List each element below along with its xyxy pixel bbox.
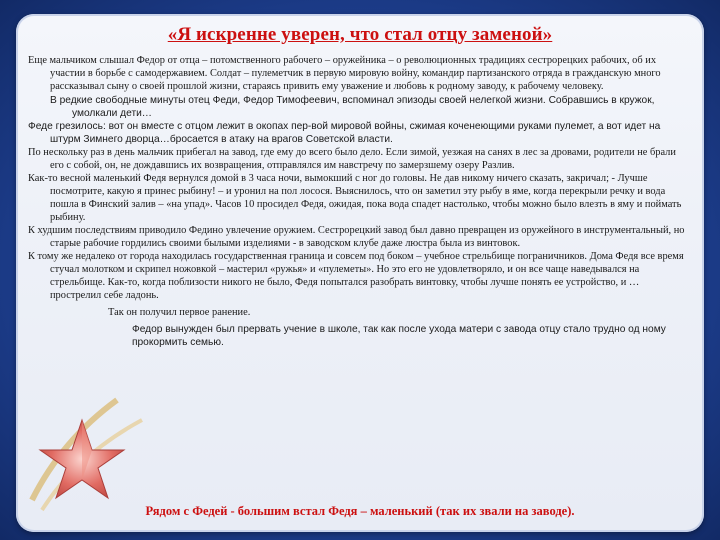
paragraph-2: В редкие свободные минуты отец Феди, Федор Тимофеевич, вспоминал эпизоды своей нелегкой жизни. Собравшись в кружок, умолкали дети… [50, 95, 655, 119]
closing-line: Рядом с Федей - большим встал Федя – маленький (так их звали на заводе). [145, 504, 575, 518]
text-card [16, 14, 704, 532]
star-emblem-icon [22, 380, 162, 520]
paragraph-6: К худшим последствиям приводило Федино увлечение оружием. Сестрорецкий завод был давно превращен из оружейного в инструментальный, но старые рабочие гордились своими былыми изделиями - в заводском клубе даже люстра была из винтовок. [28, 225, 685, 249]
paragraph-8: Так он получил первое ранение. [108, 307, 251, 318]
paragraph-4: По нескольку раз в день мальчик прибегал на завод, где ему до всего было дело. Если зимой, уезжая на санях в лес за дровами, родители не брали его с собой, он, не дождавшись их возвращения, отправлялся им навстречу по замерзшему озеру Разлив. [28, 147, 676, 171]
page-title: «Я искренне уверен, что стал отцу заменой» [167, 24, 553, 45]
paragraph-9: Федор вынужден был прервать учение в школе, так как после ухода матери с завода отцу стало трудно од ному прокормить семью. [132, 324, 666, 348]
paragraph-5: Как-то весной маленький Федя вернулся домой в 3 часа ночи, вымокший с ног до головы. Не дав никому ничего сказать, закричал; - Лучше посмотрите, какую я принес рыбину! – и уронил на пол лосося. Выяснилось, что он заметил эту рыбу в яме, когда перекрыли речку и вода пошла в Финский залив – «на упад». Часов 10 просидел Федя, ожидая, пока вода спадет настолько, чтобы можно было влезть в яму и поймать рыбину. [28, 173, 682, 223]
paragraph-7: К тому же недалеко от города находилась государственная граница и совсем под боком – учебное стрельбище пограничников. Дома Федя все время стучал молотком и скрипел ножовкой – мастерил «ружья» и «пулеметы». Но это его не удовлетворяло, и он все чаще наведывался на стрельбище. Как-то, когда поблизости никого не было, Федя попытался разобрать винтовку, чтобы лучше понять ее устройство, и … прострелил себе ладонь. [28, 251, 684, 301]
paragraph-3: Феде грезилось: вот он вместе с отцом лежит в окопах пер-вой мировой войны, сжимая коченеющими руками пулемет, а вот идет на штурм Зимнего дворца…бросается в атаку на врагов Советской власти. [28, 121, 661, 145]
paragraph-1: Еще мальчиком слышал Федор от отца – потомственного рабочего – оружейника – о революционных традициях сестрорецких рабочих, об их участии в борьбе с самодержавием. Солдат – пулеметчик в первую мировую войну, командир партизанского отряда в гражданскую много рассказывал сыну о своей прошлой жизни, стараясь привить ему уважение и любовь к родному заводу, к рабочему человеку. [28, 55, 661, 92]
story-text [28, 54, 690, 349]
